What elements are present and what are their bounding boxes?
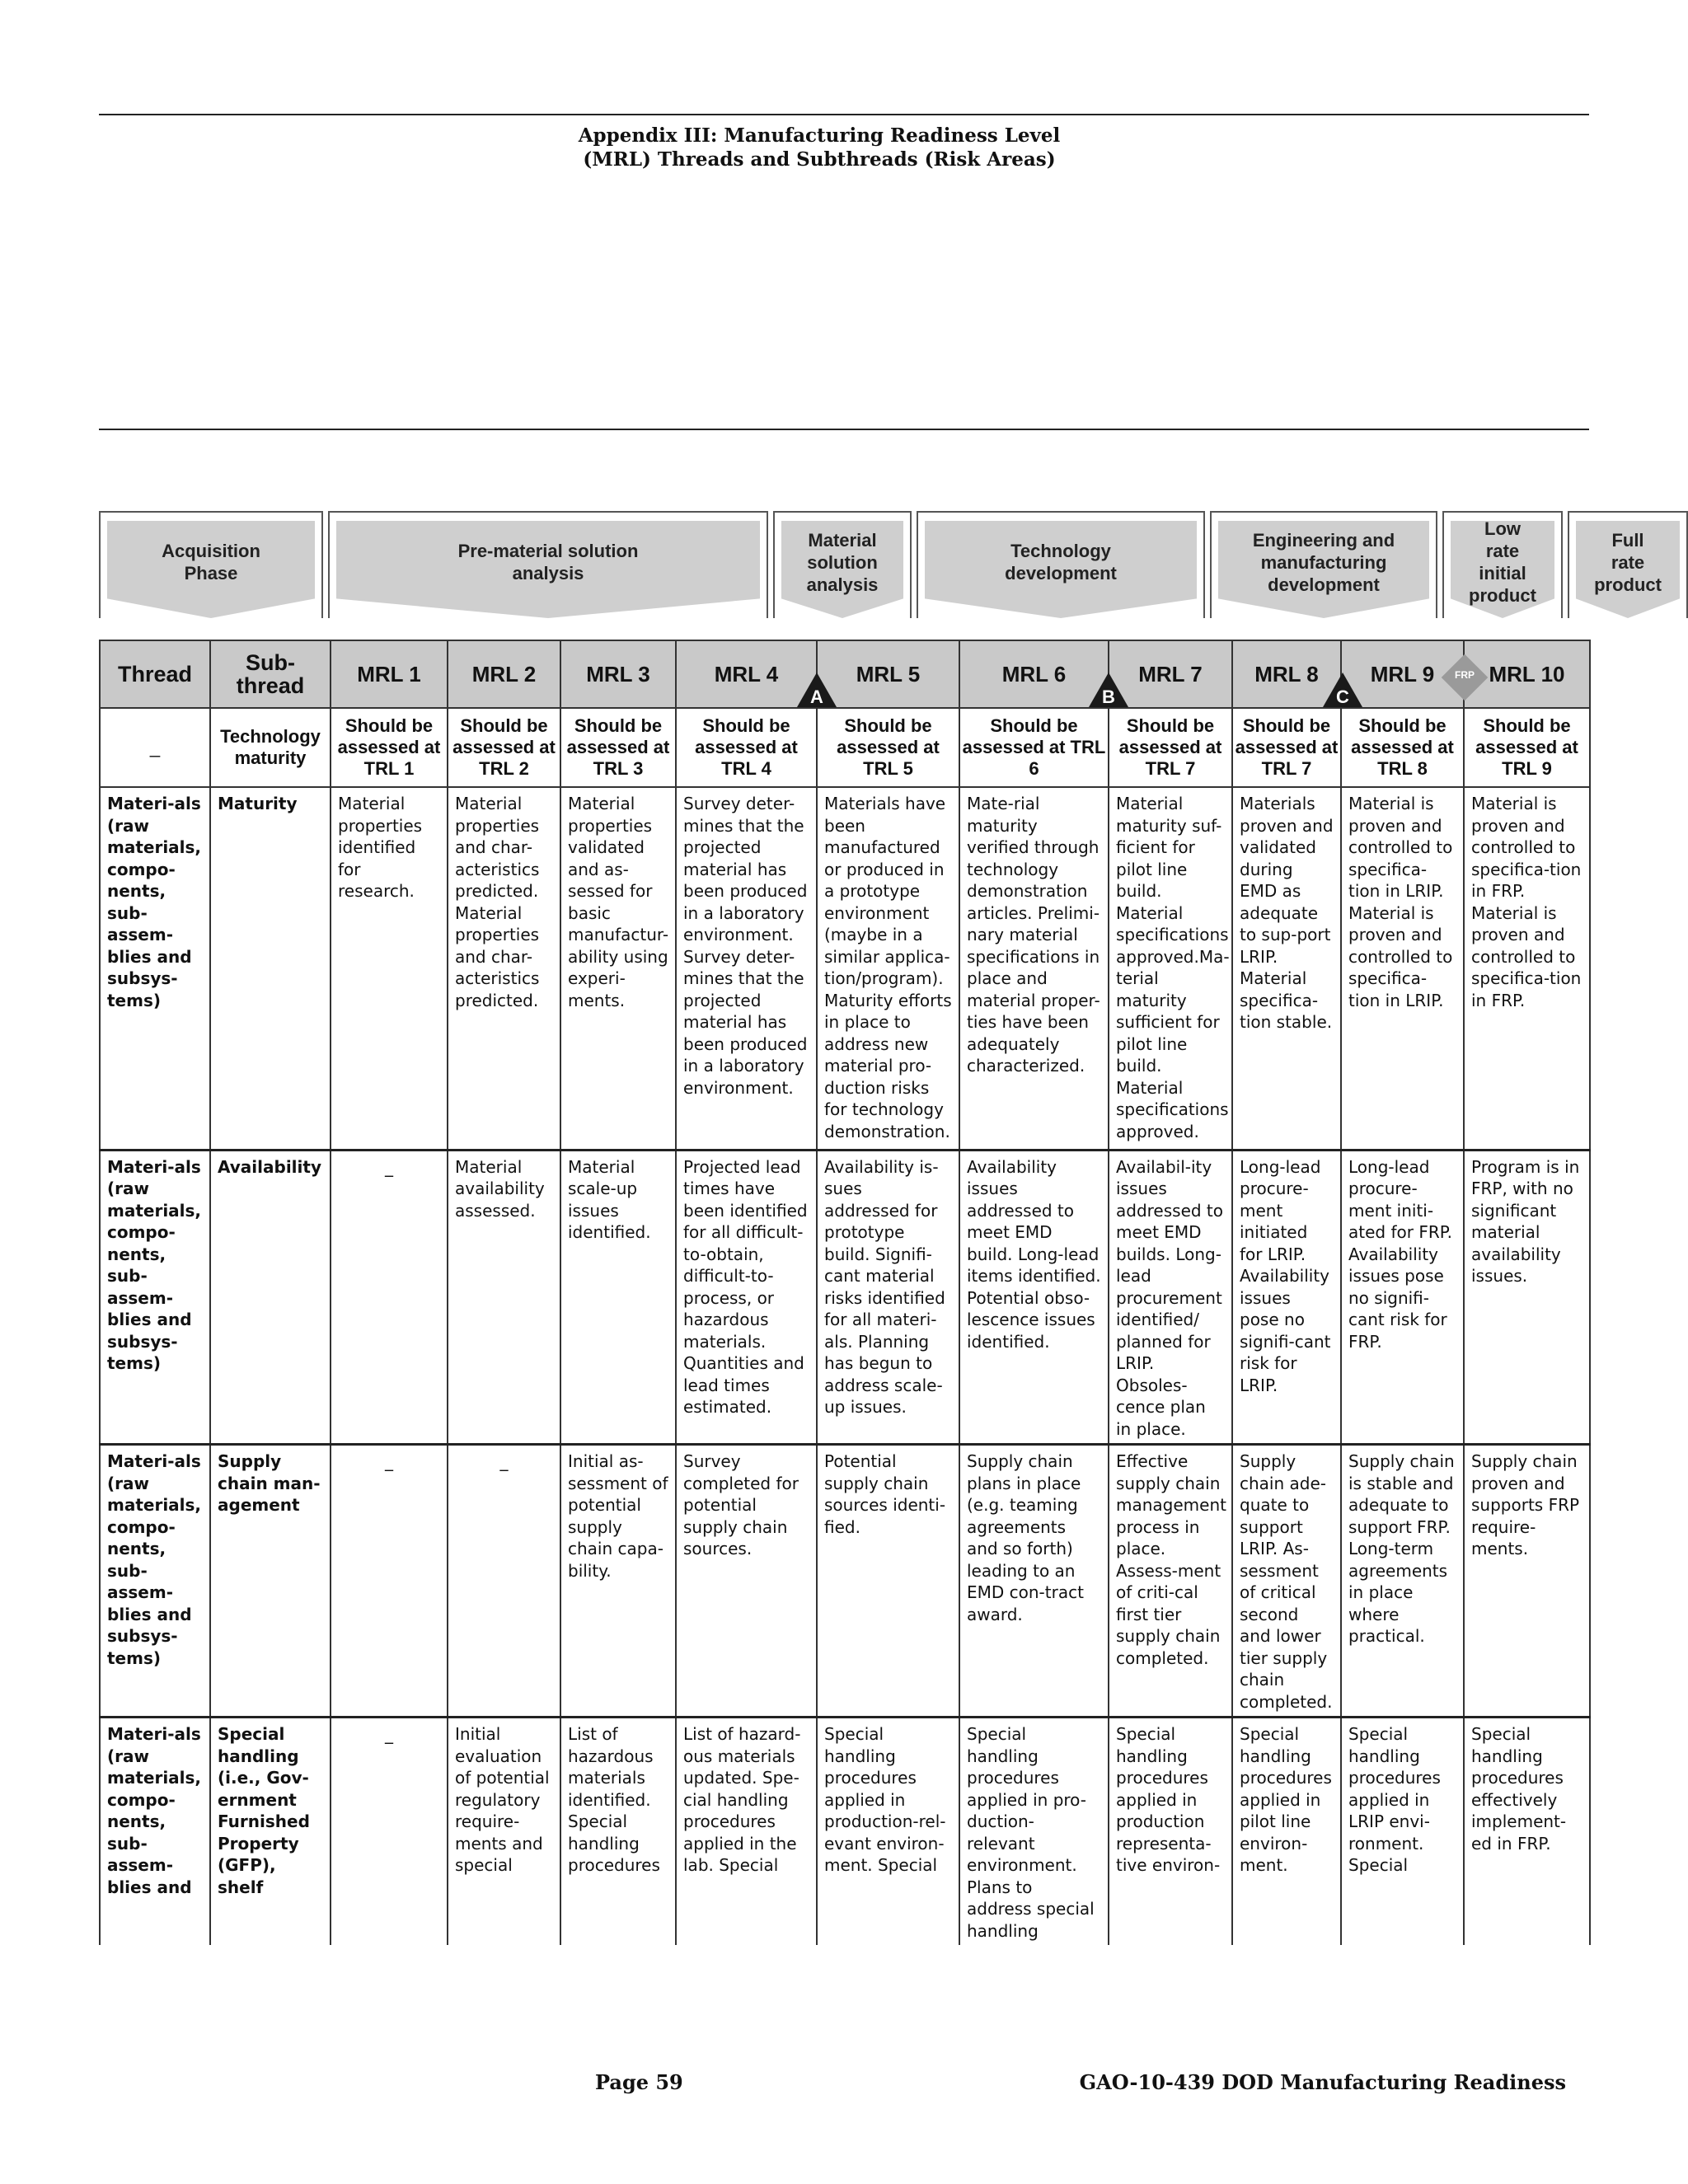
- technology-maturity-row: [100, 708, 1590, 787]
- mrl-2-cell: Material properties and char-acteristics predicted. Material properties and char-acteristics predicted.: [448, 787, 560, 1150]
- mrl-9-cell: Special handling procedures applied in LRIP envi-ronment. Special: [1341, 1718, 1464, 1946]
- phase-pre-material-solution-analysis: [328, 511, 768, 618]
- header-mrl-10: MRL 10: [1464, 640, 1590, 708]
- assess-cell: Should be assessed at TRL 6: [959, 708, 1109, 787]
- mrl-4-cell: Survey deter-mines that the projected material has been produced in a laboratory environment. Survey deter-mines that the projected material has been produced in a laboratory environment.: [676, 787, 817, 1150]
- phase-label: Technology development: [1005, 541, 1117, 583]
- mrl-2-cell: Material availability assessed.: [448, 1150, 560, 1445]
- title-line-2: (MRL) Threads and Subthreads (Risk Areas): [583, 148, 1056, 171]
- mrl-5-cell: Potential supply chain sources identi-fied.: [817, 1445, 959, 1718]
- mrl-7-cell: Effective supply chain management process in place. Assess-ment of criti-cal first tier supply chain completed.: [1109, 1445, 1232, 1718]
- milestone-c-marker: [1323, 673, 1362, 707]
- header-mrl-5: MRL 5: [817, 640, 959, 708]
- mrl-3-cell: List of hazardous materials identified. Special handling procedures: [560, 1718, 676, 1946]
- mrl-3-cell: Initial as-sessment of potential supply chain capa-bility.: [560, 1445, 676, 1718]
- mrl-6-cell: Special handling procedures applied in pro-duction-relevant environment. Plans to address special handling: [959, 1718, 1109, 1946]
- mrl-6-cell: Supply chain plans in place (e.g. teaming agreements and so forth) leading to an EMD con-tract award.: [959, 1445, 1109, 1718]
- mrl-9-cell: Supply chain is stable and adequate to support FRP. Long-term agreements in place where practical.: [1341, 1445, 1464, 1718]
- header-mrl-8: MRL 8: [1232, 640, 1341, 708]
- mrl-1-cell: _: [331, 1150, 448, 1445]
- assess-cell: Should be assessed at TRL 7: [1232, 708, 1341, 787]
- mrl-1-cell: _: [331, 1718, 448, 1946]
- milestone-a-label: A: [810, 687, 823, 707]
- phase-low-rate-initial-product: [1442, 511, 1563, 618]
- mrl-7-cell: Availabil-ity issues addressed to meet EMD builds. Long-lead procurement identified/ planned for LRIP. Obsoles-cence plan in place.: [1109, 1150, 1232, 1445]
- subthread-cell: Supply chain man-agement: [210, 1445, 331, 1718]
- milestone-b-marker: [1089, 673, 1128, 707]
- thread-cell: Materi-als (raw materials, compo-nents, sub-assem-blies and subsys-tems): [100, 787, 210, 1150]
- phase-label: Engineering and manufacturing development: [1252, 529, 1395, 595]
- frp-decision-marker: [1445, 656, 1484, 702]
- header-mrl-3: MRL 3: [560, 640, 676, 708]
- assess-cell: Should be assessed at TRL 7: [1109, 708, 1232, 787]
- table-header-row: [100, 640, 1590, 708]
- table-row-availability: [100, 1150, 1590, 1445]
- header-mrl-4: MRL 4: [676, 640, 817, 708]
- mrl-2-cell: _: [448, 1445, 560, 1718]
- table-row-special-handling: [100, 1718, 1590, 1946]
- phase-technology-development: [917, 511, 1205, 618]
- subthread-cell: Special handling (i.e., Gov-ernment Furnished Property (GFP), shelf: [210, 1718, 331, 1946]
- assess-cell: Should be assessed at TRL 8: [1341, 708, 1464, 787]
- mrl-4-cell: List of hazard-ous materials updated. Spe-cial handling procedures applied in the lab. Special: [676, 1718, 817, 1946]
- document-id: GAO-10-439 DOD Manufacturing Readiness: [1079, 2070, 1566, 2094]
- mrl-4-cell: Projected lead times have been identified for all difficult-to-obtain, difficult-to-process, or hazardous materials. Quantities and lead times estimated.: [676, 1150, 817, 1445]
- table-row-maturity: [100, 787, 1590, 1150]
- mrl-8-cell: Long-lead procure-ment initiated for LRIP. Availability issues pose no signifi-cant risk for LRIP.: [1232, 1150, 1341, 1445]
- header-mrl-9: MRL 9: [1341, 640, 1464, 708]
- header-mrl-1: MRL 1: [331, 640, 448, 708]
- milestone-c-label: C: [1336, 687, 1349, 707]
- mrl-10-cell: Program is in FRP, with no significant material availability issues.: [1464, 1150, 1590, 1445]
- phase-engineering-and-manufacturing-development: [1210, 511, 1437, 618]
- assess-cell: Should be assessed at TRL 9: [1464, 708, 1590, 787]
- phase-label: Low rate initial product: [1469, 518, 1536, 606]
- mrl-8-cell: Supply chain ade-quate to support LRIP. As-sessment of critical second and lower tier supply chain completed.: [1232, 1445, 1341, 1718]
- milestone-a-marker: [797, 673, 837, 707]
- mrl-9-cell: Long-lead procure-ment initi-ated for FRP. Availability issues pose no signifi-cant risk for FRP.: [1341, 1150, 1464, 1445]
- mrl-1-cell: _: [331, 1445, 448, 1718]
- section-rule: [99, 429, 1589, 430]
- assess-cell: Should be assessed at TRL 1: [331, 708, 448, 787]
- mrl-10-cell: Material is proven and controlled to specifica-tion in FRP. Material is proven and controlled to specifica-tion in FRP.: [1464, 787, 1590, 1150]
- phase-acquisition: [99, 511, 323, 618]
- header-thread: Thread: [100, 640, 210, 708]
- assess-cell: Should be assessed at TRL 4: [676, 708, 817, 787]
- acquisition-phase-banner: [99, 511, 1662, 618]
- thread-cell: Materi-als (raw materials, compo-nents, sub-assem-blies and subsys-tems): [100, 1445, 210, 1718]
- phase-label: Full rate product: [1594, 529, 1662, 595]
- phase-full-rate-product: [1568, 511, 1688, 618]
- thread-cell: Materi-als (raw materials, compo-nents, sub-assem-blies and: [100, 1718, 210, 1946]
- mrl-1-cell: Material properties identified for research.: [331, 787, 448, 1150]
- thread-cell: Materi-als (raw materials, compo-nents, sub-assem-blies and subsys-tems): [100, 1150, 210, 1445]
- frp-label: FRP: [1455, 669, 1475, 681]
- mrl-6-cell: Mate-rial maturity verified through technology demonstration articles. Prelimi-nary material specifications in place and material proper-ties have been adequately characterized.: [959, 787, 1109, 1150]
- header-mrl-6: MRL 6: [959, 640, 1109, 708]
- subthread-cell: Technology maturity: [210, 708, 331, 787]
- table-row-supply-chain-management: [100, 1445, 1590, 1718]
- mrl-4-cell: Survey completed for potential supply chain sources.: [676, 1445, 817, 1718]
- header-mrl-7: MRL 7: [1109, 640, 1232, 708]
- header-subthread: Sub-thread: [210, 640, 331, 708]
- mrl-5-cell: Availability is-sues addressed for prototype build. Signifi-cant material risks identified for all materi-als. Planning has begun to address scale-up issues.: [817, 1150, 959, 1445]
- subthread-cell: Availability: [210, 1150, 331, 1445]
- title-line-1: Appendix III: Manufacturing Readiness Level: [578, 124, 1061, 147]
- mrl-10-cell: Special handling procedures effectively implement-ed in FRP.: [1464, 1718, 1590, 1946]
- thread-cell: _: [100, 708, 210, 787]
- phase-material-solution-analysis: [773, 511, 912, 618]
- header-mrl-2: MRL 2: [448, 640, 560, 708]
- subthread-cell: Maturity: [210, 787, 331, 1150]
- milestone-b-label: B: [1102, 687, 1115, 707]
- mrl-threads-table: [99, 640, 1591, 1945]
- mrl-8-cell: Special handling procedures applied in pilot line environ-ment.: [1232, 1718, 1341, 1946]
- mrl-3-cell: Material properties validated and as-sessed for basic manufactur-ability using experi-ments.: [560, 787, 676, 1150]
- mrl-2-cell: Initial evaluation of potential regulatory require-ments and special: [448, 1718, 560, 1946]
- mrl-6-cell: Availability issues addressed to meet EMD build. Long-lead items identified. Potential obso-lescence issues identified.: [959, 1150, 1109, 1445]
- mrl-5-cell: Materials have been manufactured or produced in a prototype environment (maybe in a similar applica-tion/program). Maturity efforts in place to address new material pro-duction risks for technology demonstration.: [817, 787, 959, 1150]
- assess-cell: Should be assessed at TRL 2: [448, 708, 560, 787]
- phase-label: Pre-material solution analysis: [457, 541, 639, 583]
- mrl-9-cell: Material is proven and controlled to specifica-tion in LRIP. Material is proven and controlled to specifica-tion in LRIP.: [1341, 787, 1464, 1150]
- top-rule: [99, 114, 1589, 115]
- assess-cell: Should be assessed at TRL 5: [817, 708, 959, 787]
- phase-label: Acquisition Phase: [162, 541, 260, 583]
- page-number: Page 59: [595, 2070, 683, 2094]
- mrl-10-cell: Supply chain proven and supports FRP require-ments.: [1464, 1445, 1590, 1718]
- appendix-title: [0, 124, 1688, 171]
- mrl-3-cell: Material scale-up issues identified.: [560, 1150, 676, 1445]
- mrl-7-cell: Special handling procedures applied in production representa-tive environ-: [1109, 1718, 1232, 1946]
- mrl-5-cell: Special handling procedures applied in production-rel-evant environ-ment. Special: [817, 1718, 959, 1946]
- mrl-7-cell: Material maturity suf-ficient for pilot line build. Material specifications approved.Ma-terial maturity sufficient for pilot line build. Material specifications approved.: [1109, 787, 1232, 1150]
- assess-cell: Should be assessed at TRL 3: [560, 708, 676, 787]
- phase-label: Material solution analysis: [806, 529, 879, 595]
- mrl-8-cell: Materials proven and validated during EMD as adequate to sup-port LRIP. Material specifica-tion stable.: [1232, 787, 1341, 1150]
